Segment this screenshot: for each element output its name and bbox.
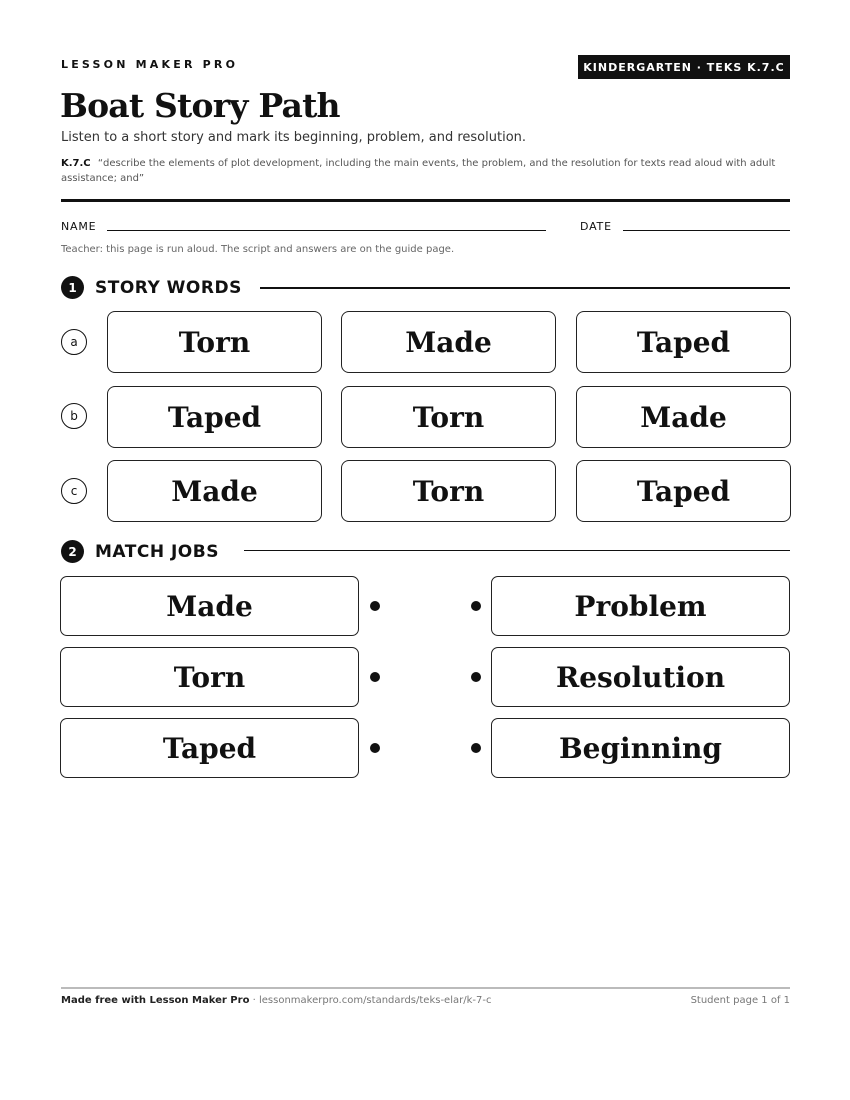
match-left-card[interactable]: Taped [60,718,359,778]
footer-credit [61,995,491,1006]
match-right-card[interactable]: Beginning [491,718,790,778]
teacher-note: Teacher: this page is run aloud. The script and answers are on the guide page. [61,244,455,255]
match-left-card[interactable]: Torn [60,647,359,707]
section-story-words-header [61,276,242,299]
name-field[interactable] [107,230,546,231]
row-letter-a: a [61,329,87,355]
match-left-dot[interactable] [370,672,380,682]
date-field[interactable] [623,230,790,231]
match-right-dot[interactable] [471,672,481,682]
section-divider [244,550,790,551]
match-right-dot[interactable] [471,601,481,611]
header-divider [61,199,790,202]
footer-made-with: Made free with Lesson Maker Pro [61,995,250,1006]
match-right-card[interactable]: Resolution [491,647,790,707]
section-title: STORY WORDS [95,277,242,298]
row-letter-c: c [61,478,87,504]
grade-standard-badge: KINDERGARTEN · TEKS K.7.C [578,55,790,79]
word-card[interactable]: Torn [341,386,556,448]
match-left-card[interactable]: Made [60,576,359,636]
word-card[interactable]: Torn [341,460,556,522]
match-left-dot[interactable] [370,743,380,753]
section-title: MATCH JOBS [95,541,219,562]
word-card[interactable]: Torn [107,311,322,373]
match-right-dot[interactable] [471,743,481,753]
standard-description [61,156,786,186]
word-card[interactable]: Taped [107,386,322,448]
word-card[interactable]: Made [576,386,791,448]
match-right-card[interactable]: Problem [491,576,790,636]
date-label: DATE [580,220,612,233]
row-letter-b: b [61,403,87,429]
standard-code: K.7.C [61,158,91,169]
footer-divider [61,987,790,989]
word-card[interactable]: Made [107,460,322,522]
page-subtitle: Listen to a short story and mark its beginning, problem, and resolution. [61,130,527,145]
standard-text: “describe the elements of plot development, including the main events, the problem, and the resolution for texts read aloud with adult assistance; and” [61,158,776,184]
word-card[interactable]: Taped [576,311,791,373]
section-divider [260,287,790,289]
name-label: NAME [61,220,97,233]
word-card[interactable]: Made [341,311,556,373]
section-match-jobs-header [61,540,219,563]
word-card[interactable]: Taped [576,460,791,522]
brand-name: LESSON MAKER PRO [61,58,239,71]
page-title: Boat Story Path [60,86,340,125]
footer-page-number: Student page 1 of 1 [690,995,790,1006]
match-left-dot[interactable] [370,601,380,611]
footer-url[interactable]: · lessonmakerpro.com/standards/teks-elar/k-7-c [249,995,492,1006]
section-number-badge: 1 [61,276,84,299]
section-number-badge: 2 [61,540,84,563]
